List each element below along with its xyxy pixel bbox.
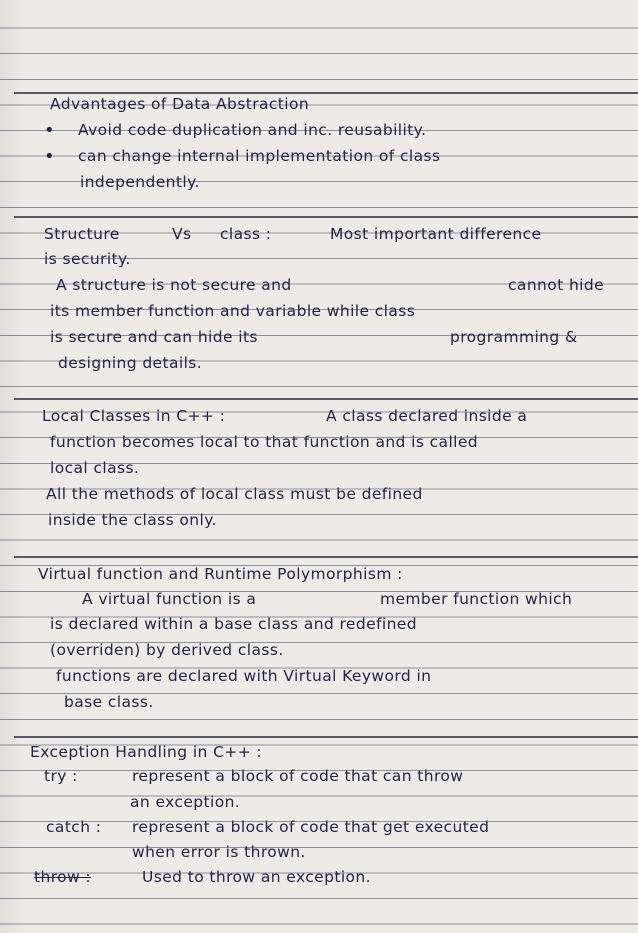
section-divider — [14, 216, 638, 218]
throw-description: Used to throw an exception. — [142, 868, 371, 886]
virtual-line-6 — [0, 690, 638, 715]
abstraction-bullet-1-text: Avoid code duplication and inc. reusability. — [78, 121, 427, 139]
abstraction-heading: Advantages of Data Abstraction — [50, 95, 310, 113]
try-description-continued: an exception. — [130, 793, 241, 811]
structure-line-4 — [0, 299, 638, 324]
virtual-line-5 — [0, 664, 638, 689]
try-description: represent a block of code that can throw — [132, 767, 464, 785]
section-divider — [14, 556, 638, 558]
local-line-4 — [0, 482, 638, 507]
structure-line-6 — [0, 351, 638, 376]
virtual-line-4-text: (overriden) by derived class. — [50, 641, 284, 659]
class-term: class : — [220, 225, 272, 243]
structure-line-2-text: is security. — [44, 250, 131, 268]
catch-line — [0, 815, 638, 840]
try-line-2 — [0, 790, 638, 815]
structure-line-3-text-end: cannot hide — [508, 276, 605, 294]
structure-line-2 — [0, 247, 638, 272]
virtual-line-5-text: functions are declared with Virtual Keyword in — [56, 667, 432, 685]
structure-line-1-text: Most important difference — [330, 225, 542, 243]
structure-line-3 — [0, 273, 638, 298]
virtual-line-6-text: base class. — [64, 693, 154, 711]
bullet-dot: • — [44, 120, 56, 141]
catch-label: catch : — [46, 818, 102, 836]
structure-line-3-text: A structure is not secure and — [56, 276, 292, 294]
abstraction-bullet-2 — [0, 144, 638, 169]
abstraction-heading-line — [0, 92, 638, 117]
structure-line-5-text-end: programming & — [450, 328, 578, 346]
catch-line-2 — [0, 840, 638, 865]
local-line-2-text: function becomes local to that function and is called — [50, 433, 479, 451]
catch-description: represent a block of code that get executed — [132, 818, 490, 836]
versus-text: Vs — [172, 225, 192, 243]
structure-line-5-text: is secure and can hide its — [50, 328, 258, 346]
bullet-dot: • — [44, 146, 56, 167]
section-divider — [14, 398, 638, 400]
catch-description-continued: when error is thrown. — [132, 843, 306, 861]
structure-line-1 — [0, 222, 638, 247]
exceptions-heading: Exception Handling in C++ : — [30, 743, 263, 761]
virtual-line-3-text: is declared within a base class and redefined — [50, 615, 417, 633]
throw-line — [0, 865, 638, 890]
local-line-4-text: All the methods of local class must be defined — [46, 485, 423, 503]
virtual-heading: Virtual function and Runtime Polymorphism : — [38, 565, 403, 583]
try-line — [0, 764, 638, 789]
virtual-line-4 — [0, 638, 638, 663]
throw-label: throw : — [34, 868, 92, 886]
structure-line-4-text: its member function and variable while class — [50, 302, 416, 320]
try-label: try : — [44, 767, 78, 785]
virtual-line-3 — [0, 612, 638, 637]
virtual-line-2-text: A virtual function is a — [82, 590, 257, 608]
section-divider — [14, 736, 638, 738]
structure-term: Structure — [44, 225, 120, 243]
local-line-3-text: local class. — [50, 459, 140, 477]
local-line-3 — [0, 456, 638, 481]
local-line-1-text: A class declared inside a — [326, 407, 528, 425]
virtual-line-2-text-end: member function which — [380, 590, 573, 608]
abstraction-bullet-1 — [0, 118, 638, 143]
exceptions-heading-line — [0, 740, 638, 765]
abstraction-bullet-2-text-continued: independently. — [80, 173, 200, 191]
abstraction-bullet-2-text: can change internal implementation of class — [78, 147, 441, 165]
local-line-1 — [0, 404, 638, 429]
virtual-line-1 — [0, 562, 638, 587]
local-line-2 — [0, 430, 638, 455]
local-line-5 — [0, 508, 638, 533]
virtual-line-2 — [0, 587, 638, 612]
local-line-5-text: inside the class only. — [48, 511, 217, 529]
local-classes-heading: Local Classes in C++ : — [42, 407, 226, 425]
abstraction-bullet-2-continued — [0, 170, 638, 195]
structure-line-6-text: designing details. — [58, 354, 203, 372]
structure-line-5 — [0, 325, 638, 350]
